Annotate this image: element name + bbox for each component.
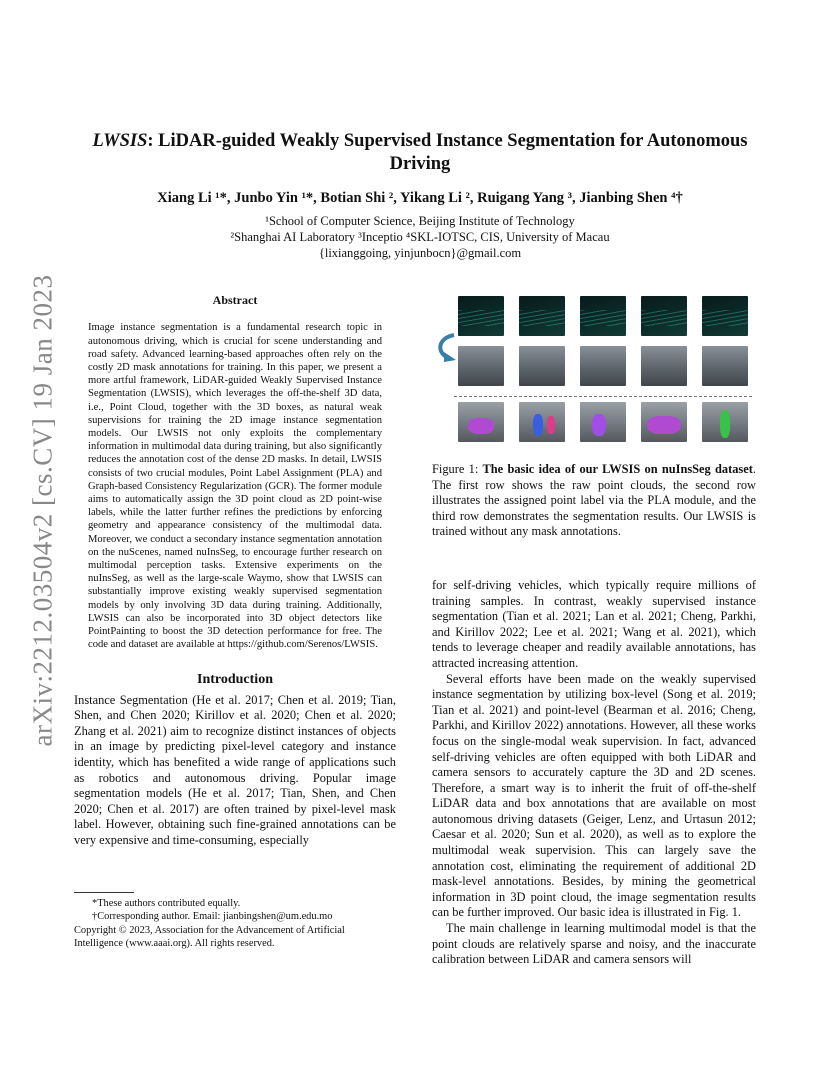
street-scene-image (519, 346, 565, 386)
arxiv-id: arXiv:2212.03504v2 [cs.CV] 19 Jan 2023 (27, 274, 58, 746)
title-method-name: LWSIS (92, 131, 148, 151)
affiliations (90, 213, 750, 261)
caption-rest: . The first row shows the raw point clouds, the second row illustrates the assigned point label via the PLA module, and the third row demonstrates the segmentation results. Our LWSIS is trained without any mask annotations. (432, 462, 756, 539)
arxiv-stamp (18, 274, 68, 746)
figure-label: Figure 1: (432, 462, 483, 476)
paragraph-main-challenge: The main challenge in learning multimodal model is that the point clouds are relatively sparse and noisy, and the inaccurate calibration between LiDAR and camera sensors will (432, 921, 756, 967)
figure-row-segmentation (458, 402, 748, 442)
title-rest: : LiDAR-guided Weakly Supervised Instance Segmentation for Autonomous Driving (147, 131, 748, 174)
caption-bold: The basic idea of our LWSIS on nuInsSeg dataset (482, 462, 753, 476)
introduction-heading: Introduction (197, 672, 273, 688)
footnote-equal-contribution: *These authors contributed equally. (92, 898, 241, 909)
point-cloud-image (580, 296, 626, 336)
figure-row-point-clouds (458, 296, 748, 336)
figure-1 (432, 296, 756, 436)
figure-1-caption (432, 462, 756, 540)
author-emails: {lixianggoing, yinjunbocn}@gmail.com (318, 246, 522, 260)
street-scene-image (580, 346, 626, 386)
street-scene-image (641, 346, 687, 386)
segmentation-result-image (580, 402, 626, 442)
introduction-text: Instance Segmentation (He et al. 2017; Chen et al. 2019; Tian, Shen, and Chen 2020; Kirillov et al. 2020; Chen et al. 2020; Zhang et al. 2021) aim to recognize distinct instances of objects in an image by predicting pixel-level category and instance identity, which has benefited a wide range of applications such as robotics and autonomous driving. Popular image segmentation models (He et al. 2017; Tian, Shen, and Chen 2020; Chen et al. 2017) are often trained by pixel-level mask label. However, obtaining such fine-grained annotations can be very expensive and time-consuming, especially (74, 692, 396, 848)
footnote-rule (74, 892, 134, 893)
segmentation-result-image (702, 402, 748, 442)
segmentation-result-image (458, 402, 504, 442)
paper-title (90, 130, 750, 176)
street-scene-image (702, 346, 748, 386)
segmentation-result-image (519, 402, 565, 442)
street-scene-image (458, 346, 504, 386)
point-cloud-image (458, 296, 504, 336)
author-list: Xiang Li ¹*, Junbo Yin ¹*, Botian Shi ², Yikang Li ², Ruigang Yang ³, Jianbing Shen ⁴† (157, 190, 683, 206)
affiliation-2: ²Shanghai AI Laboratory ³Inceptio ⁴SKL-IOTSC, CIS, University of Macau (230, 230, 610, 244)
figure-dashed-divider (454, 396, 752, 397)
point-cloud-image (702, 296, 748, 336)
right-body-text (432, 578, 756, 968)
paragraph-continuation: for self-driving vehicles, which typically require millions of training samples. In contrast, weakly supervised instance segmentation (Tian et al. 2021; Lan et al. 2021; Cheng, Parkhi, and Kirillov 2022; Lee et al. 2021; Wang et al. 2021), which tends to leverage cheaper and readily available annotations, has attracted increasing attention. (432, 577, 756, 670)
segmentation-result-image (641, 402, 687, 442)
left-column (74, 294, 396, 849)
point-cloud-image (519, 296, 565, 336)
abstract-heading: Abstract (212, 293, 258, 307)
footnotes (74, 892, 396, 951)
right-column (432, 296, 756, 968)
footnote-corresponding-author: †Corresponding author. Email: jianbingshen@um.edu.mo (92, 911, 333, 923)
figure-row-point-labels (458, 346, 748, 386)
abstract-text: Image instance segmentation is a fundamental research topic in autonomous driving, which is crucial for scene understanding and road safety. Advanced learning-based approaches often rely on the costly 2D mask annotations for training. In this paper, we present a more artful framework, LiDAR-guided Weakly Supervised Instance Segmentation (LWSIS), which leverages the off-the-shelf 3D data, i.e., Point Cloud, together with the 3D boxes, as natural weak supervisions for training the 2D image instance segmentation models. Our LWSIS not only exploits the complementary information in multimodal data during training, but also significantly reduces the annotation cost of the dense 2D masks. In detail, LWSIS consists of two crucial modules, Point Label Assignment (PLA) and Graph-based Consistency Regularization (GCR). The former module aims to automatically assign the 3D point cloud as 2D point-wise labels, while the latter further refines the predictions by enforcing geometry and appearance consistency of the multimodal data. Moreover, we conduct a secondary instance segmentation annotation on the nuScenes, named nuInsSeg, to encourage further research on multimodal perception tasks. Extensive experiments on the nuInsSeg, as well as the large-scale Waymo, show that LWSIS can substantially improve existing weakly supervised segmentation models by only involving 3D data during training. Additionally, LWSIS can also be incorporated into 3D object detectors like PointPainting to boost the 3D detection performance for free. The code and dataset are available at https://github.com/Serenos/LWSIS. (88, 322, 382, 651)
paragraph-weak-supervision: Several efforts have been made on the weakly supervised instance segmentation by utilizing box-level (Song et al. 2019; Tian et al. 2021) and point-level (Bearman et al. 2016; Cheng, Parkhi, and Kirillov 2022) annotations. However, all these works focus on the single-modal weak supervision. In fact, advanced self-driving vehicles are often equipped with both LiDAR and camera sensors to accurately capture the 3D and 2D scenes. Therefore, a smart way is to inherit the fruit of off-the-shelf LiDAR data and box annotations that are available on most autonomous driving datasets (Geiger, Lenz, and Urtasun 2012; Caesar et al. 2020; Sun et al. 2020), as well as to explore the multimodal weak supervision. This can largely save the annotation cost, eliminating the requirement of additional 2D mask-level annotations. Besides, by mining the geometrical information in 3D point cloud, the image segmentation results can be further improved. Our basic idea is illustrated in Fig. 1. (432, 671, 756, 920)
affiliation-1: ¹School of Computer Science, Beijing Institute of Technology (265, 214, 575, 228)
curved-arrow-icon (434, 332, 460, 362)
point-cloud-image (641, 296, 687, 336)
copyright-notice: Copyright © 2023, Association for the Advancement of Artificial Intelligence (www.aaai.org). All rights reserved. (74, 924, 345, 950)
